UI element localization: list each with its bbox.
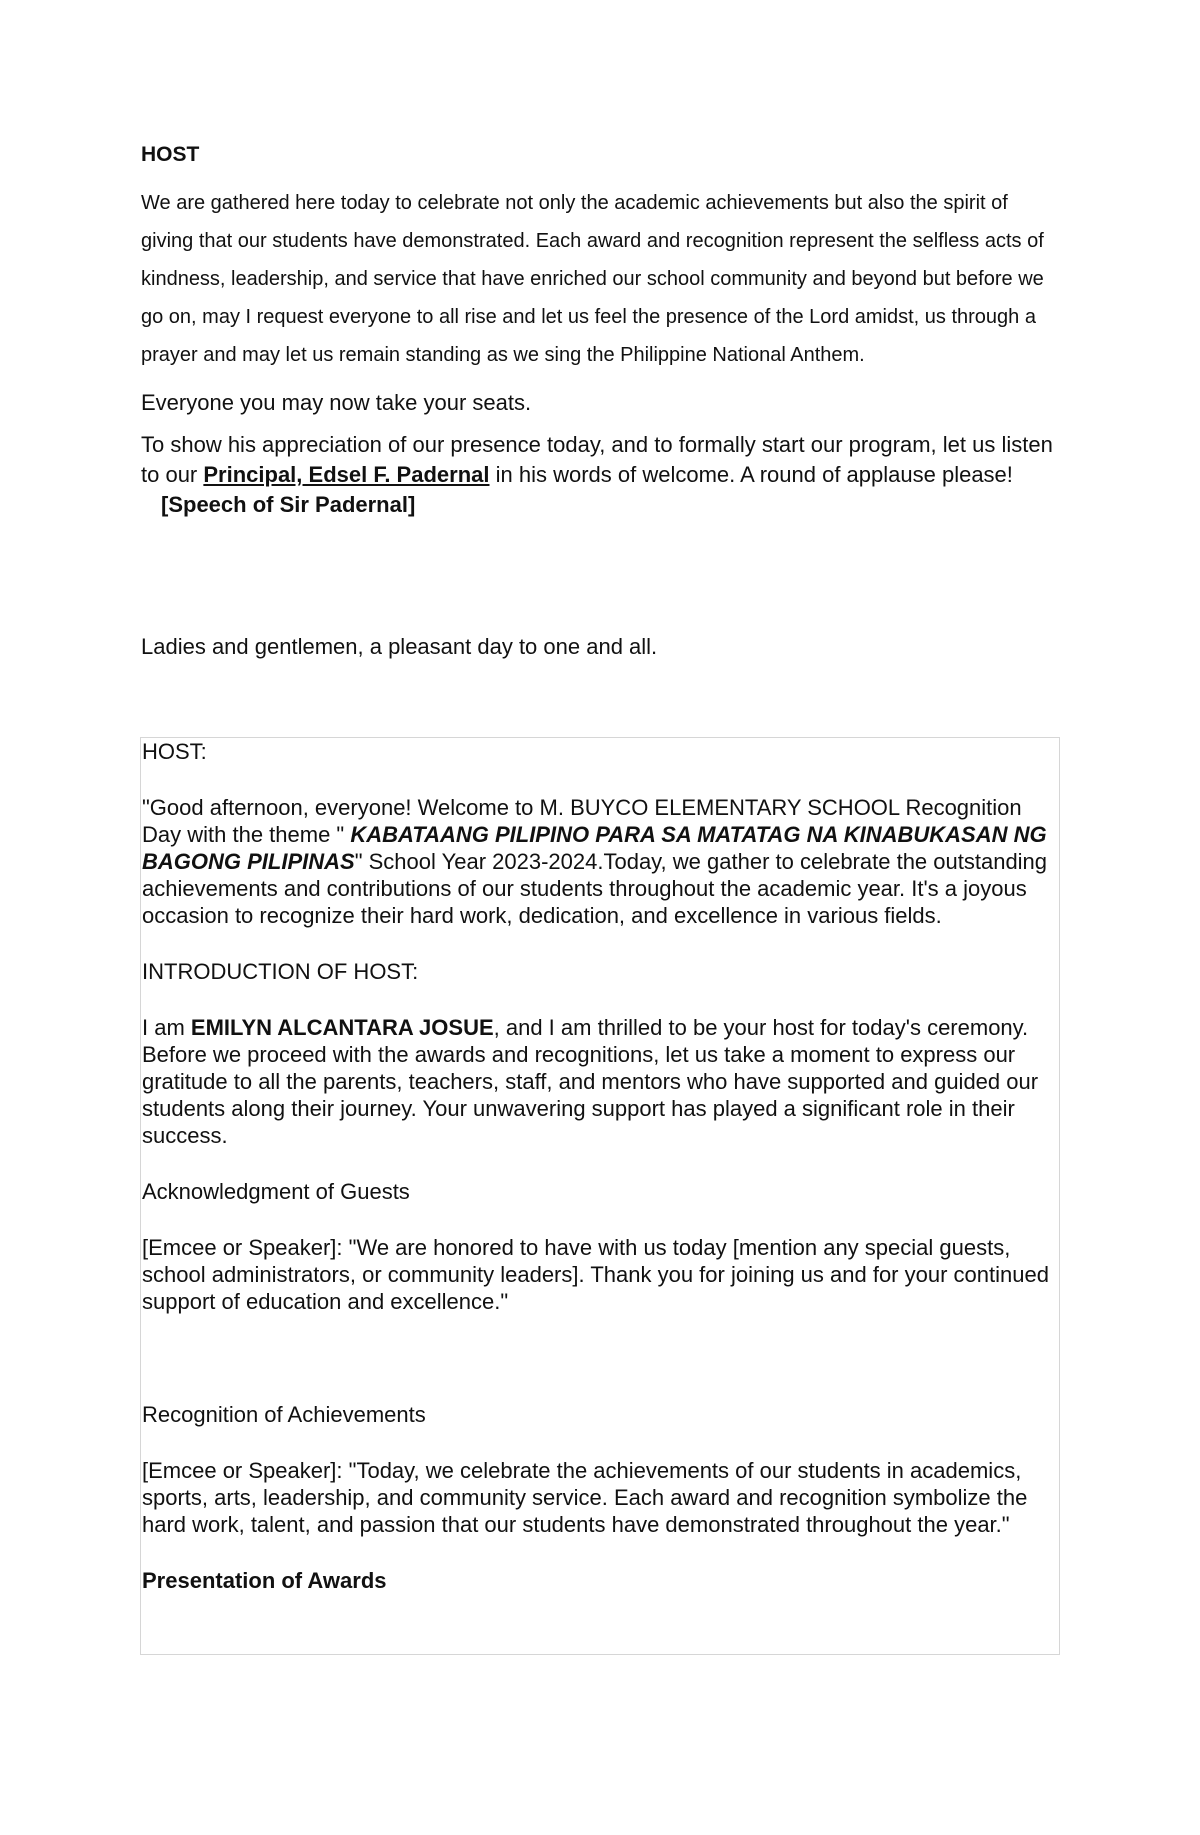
welcome-paragraph (142, 794, 1059, 929)
host-intro-paragraph (142, 1014, 1059, 1149)
host-heading: HOST (141, 143, 200, 166)
appreciation-text: To show his appreciation of our presence today, and to formally start our program, let us listen to our (141, 432, 1053, 487)
intro-host-label: INTRODUCTION OF HOST: (142, 959, 419, 984)
welcome-text-end: " School Year 2023-2024.Today, we gather to celebrate the outstanding achievements and contributions of our students throughout the academic year. It's a joyous occasion to recognize their hard work, dedication, and excellence in various fields. (142, 849, 1048, 928)
awards-label: Presentation of Awards (142, 1568, 387, 1593)
intro-paragraph: We are gathered here today to celebrate not only the academic achievements but also the spirit of giving that our students have demonstrated. Each award and recognition represent the selfless acts of kindness, leadership, and service that have enriched our school community and beyond but before we go on, may I request everyone to all rise and let us feel the presence of the Lord amidst, us through a prayer and may let us remain standing as we sing the Philippine National Anthem. (141, 192, 1044, 366)
ack-guests-label: Acknowledgment of Guests (142, 1179, 410, 1204)
welcome-text: "Good afternoon, everyone! Welcome to M. BUYCO ELEMENTARY SCHOOL Recognition Day with the theme " (142, 795, 1022, 847)
host-intro-text: I am (142, 1015, 191, 1040)
ack-guests-paragraph: [Emcee or Speaker]: "We are honored to have with us today [mention any special guests, school administrators, or community leaders]. Thank you for joining us and for your continued support of education and excellence." (142, 1235, 1049, 1314)
host-intro-text-end: , and I am thrilled to be your host for today's ceremony. Before we proceed with the awards and recognitions, let us take a moment to express our gratitude to all the parents, teachers, staff, and mentors who have supported and guided our students along their journey. Your unwavering support has played a significant role in their success. (142, 1015, 1039, 1148)
appreciation-paragraph (141, 430, 1061, 520)
theme-text: KABATAANG PILIPINO PARA SA MATATAG NA KINABUKASAN NG BAGONG PILIPINAS (142, 822, 1047, 874)
greeting-paragraph: Ladies and gentlemen, a pleasant day to one and all. (141, 634, 658, 659)
seats-paragraph: Everyone you may now take your seats. (141, 390, 532, 415)
appreciation-text-end: in his words of welcome. A round of applause please! (489, 462, 1013, 487)
box-host-label: HOST: (142, 739, 207, 764)
principal-name: Principal, Edsel F. Padernal (203, 462, 490, 487)
recognition-paragraph: [Emcee or Speaker]: "Today, we celebrate the achievements of our students in academics, sports, arts, leadership, and community service. Each award and recognition symbolize the hard work, talent, and passion that our students have demonstrated throughout the year." (142, 1458, 1028, 1537)
host-opening-section (141, 140, 1061, 532)
host-name: EMILYN ALCANTARA JOSUE (190, 1015, 494, 1040)
speech-note: [Speech of Sir Padernal] (161, 492, 416, 517)
host-script-box (140, 737, 1060, 1655)
recognition-label: Recognition of Achievements (142, 1402, 426, 1427)
